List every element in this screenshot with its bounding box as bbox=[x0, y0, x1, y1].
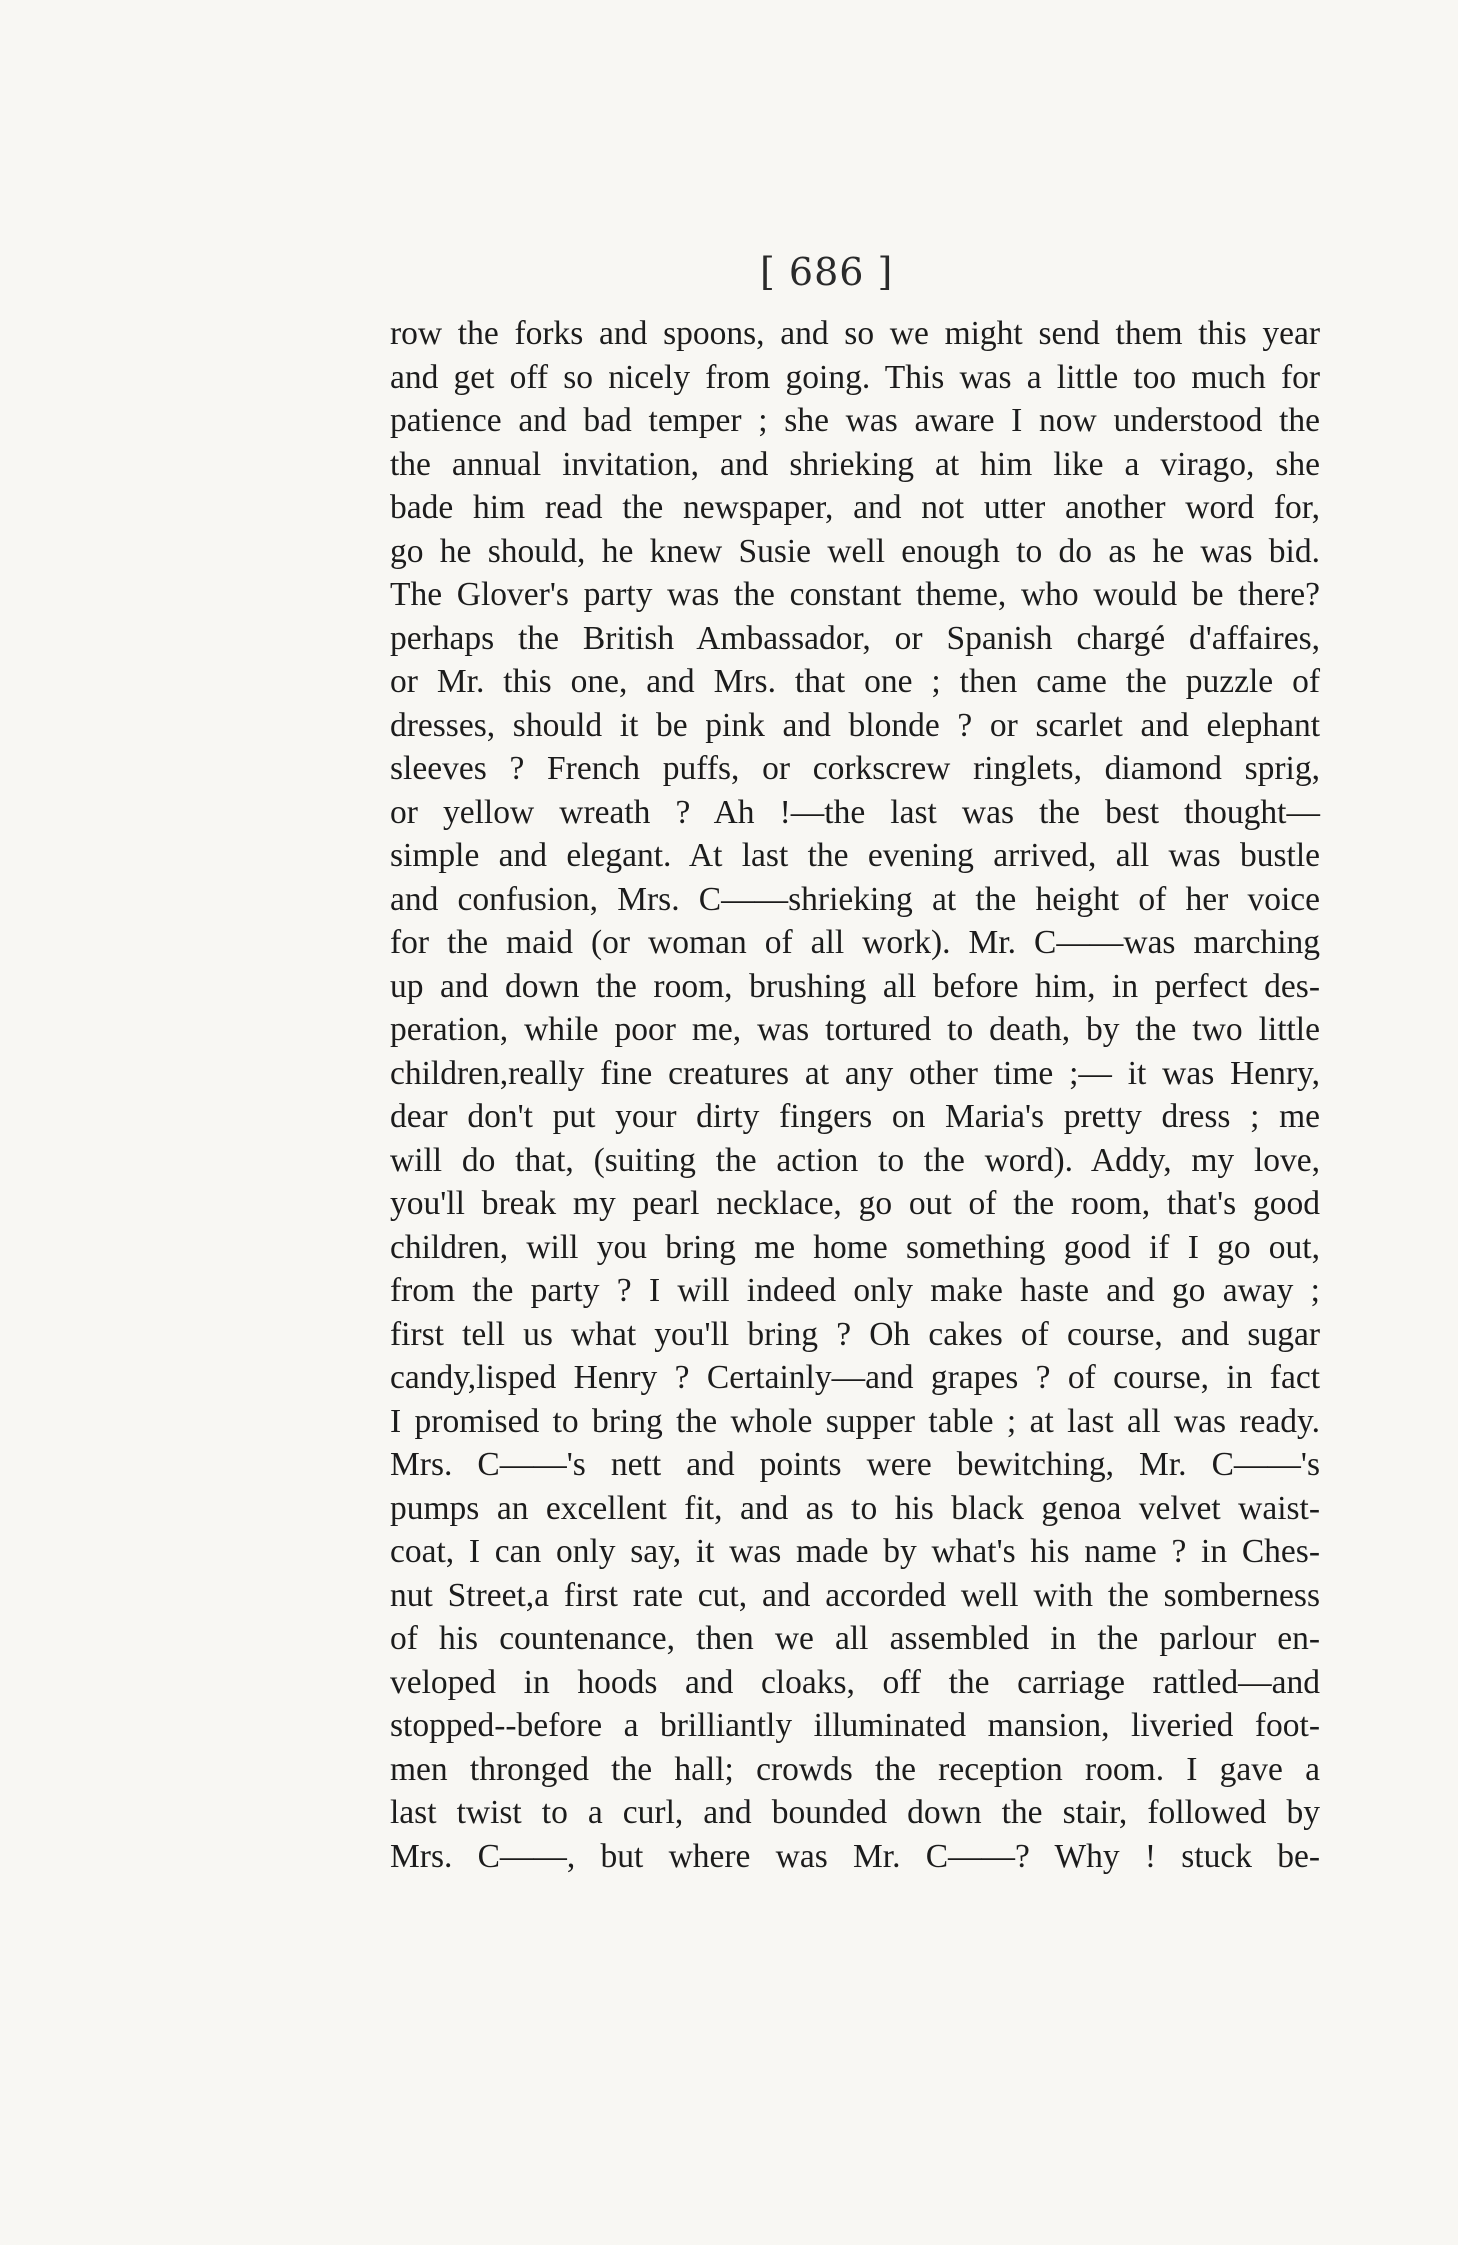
text-line: Mrs. C——'s nett and points were bewitching, Mr. C——'s bbox=[390, 1446, 1320, 1483]
text-line: The Glover's party was the constant theme, who would be there? bbox=[390, 576, 1320, 613]
text-line: simple and elegant. At last the evening arrived, all was bustle bbox=[390, 837, 1320, 874]
text-line: peration, while poor me, was tortured to death, by the two little bbox=[390, 1011, 1320, 1048]
text-line: will do that, (suiting the action to the word). Addy, my love, bbox=[390, 1141, 1320, 1179]
text-line: the annual invitation, and shrieking at him like a virago, she bbox=[390, 445, 1320, 483]
text-line: for the maid (or woman of all work). Mr. C——was marching bbox=[390, 924, 1320, 961]
text-line: children,really fine creatures at any other time ;— it was Henry, bbox=[390, 1054, 1320, 1092]
text-line: you'll break my pearl necklace, go out of the room, that's good bbox=[390, 1185, 1320, 1222]
text-line: first tell us what you'll bring ? Oh cakes of course, and sugar bbox=[390, 1315, 1320, 1353]
text-line: nut Street,a first rate cut, and accorded well with the somberness bbox=[390, 1576, 1320, 1614]
text-line: dear don't put your dirty fingers on Maria's pretty dress ; me bbox=[390, 1098, 1320, 1135]
text-line: Mrs. C——, but where was Mr. C——? Why ! stuck be- bbox=[390, 1837, 1320, 1875]
text-line: patience and bad temper ; she was aware I now understood the bbox=[390, 402, 1320, 439]
text-line: and get off so nicely from going. This was a little too much for bbox=[390, 358, 1320, 396]
text-line: men thronged the hall; crowds the reception room. I gave a bbox=[390, 1750, 1320, 1788]
text-line: go he should, he knew Susie well enough to do as he was bid. bbox=[390, 532, 1320, 570]
text-line: and confusion, Mrs. C——shrieking at the height of her voice bbox=[390, 880, 1320, 918]
text-line: bade him read the newspaper, and not utter another word for, bbox=[390, 489, 1320, 526]
text-line: children, will you bring me home something good if I go out, bbox=[390, 1228, 1320, 1266]
text-line: perhaps the British Ambassador, or Spanish chargé d'affaires, bbox=[390, 619, 1320, 657]
text-line: candy,lisped Henry ? Certainly—and grapes ? of course, in fact bbox=[390, 1359, 1320, 1396]
page-number: [ 686 ] bbox=[760, 250, 894, 294]
text-line: row the forks and spoons, and so we might send them this year bbox=[390, 315, 1320, 352]
text-line: stopped--before a brilliantly illuminated mansion, liveried foot- bbox=[390, 1707, 1320, 1744]
text-line: dresses, should it be pink and blonde ? or scarlet and elephant bbox=[390, 706, 1320, 744]
text-line: or Mr. this one, and Mrs. that one ; then came the puzzle of bbox=[390, 663, 1320, 700]
text-line: up and down the room, brushing all before him, in perfect des- bbox=[390, 967, 1320, 1005]
text-line: from the party ? I will indeed only make haste and go away ; bbox=[390, 1272, 1320, 1309]
text-line: sleeves ? French puffs, or corkscrew ringlets, diamond sprig, bbox=[390, 750, 1320, 787]
body-text bbox=[390, 312, 1320, 1878]
text-line: of his countenance, then we all assembled in the parlour en- bbox=[390, 1620, 1320, 1657]
text-line: or yellow wreath ? Ah !—the last was the best thought— bbox=[390, 793, 1320, 831]
text-line: veloped in hoods and cloaks, off the carriage rattled—and bbox=[390, 1663, 1320, 1701]
text-line: pumps an excellent fit, and as to his black genoa velvet waist- bbox=[390, 1489, 1320, 1527]
text-line: last twist to a curl, and bounded down the stair, followed by bbox=[390, 1794, 1320, 1831]
text-line: coat, I can only say, it was made by what's his name ? in Ches- bbox=[390, 1533, 1320, 1570]
text-line: I promised to bring the whole supper table ; at last all was ready. bbox=[390, 1402, 1320, 1440]
